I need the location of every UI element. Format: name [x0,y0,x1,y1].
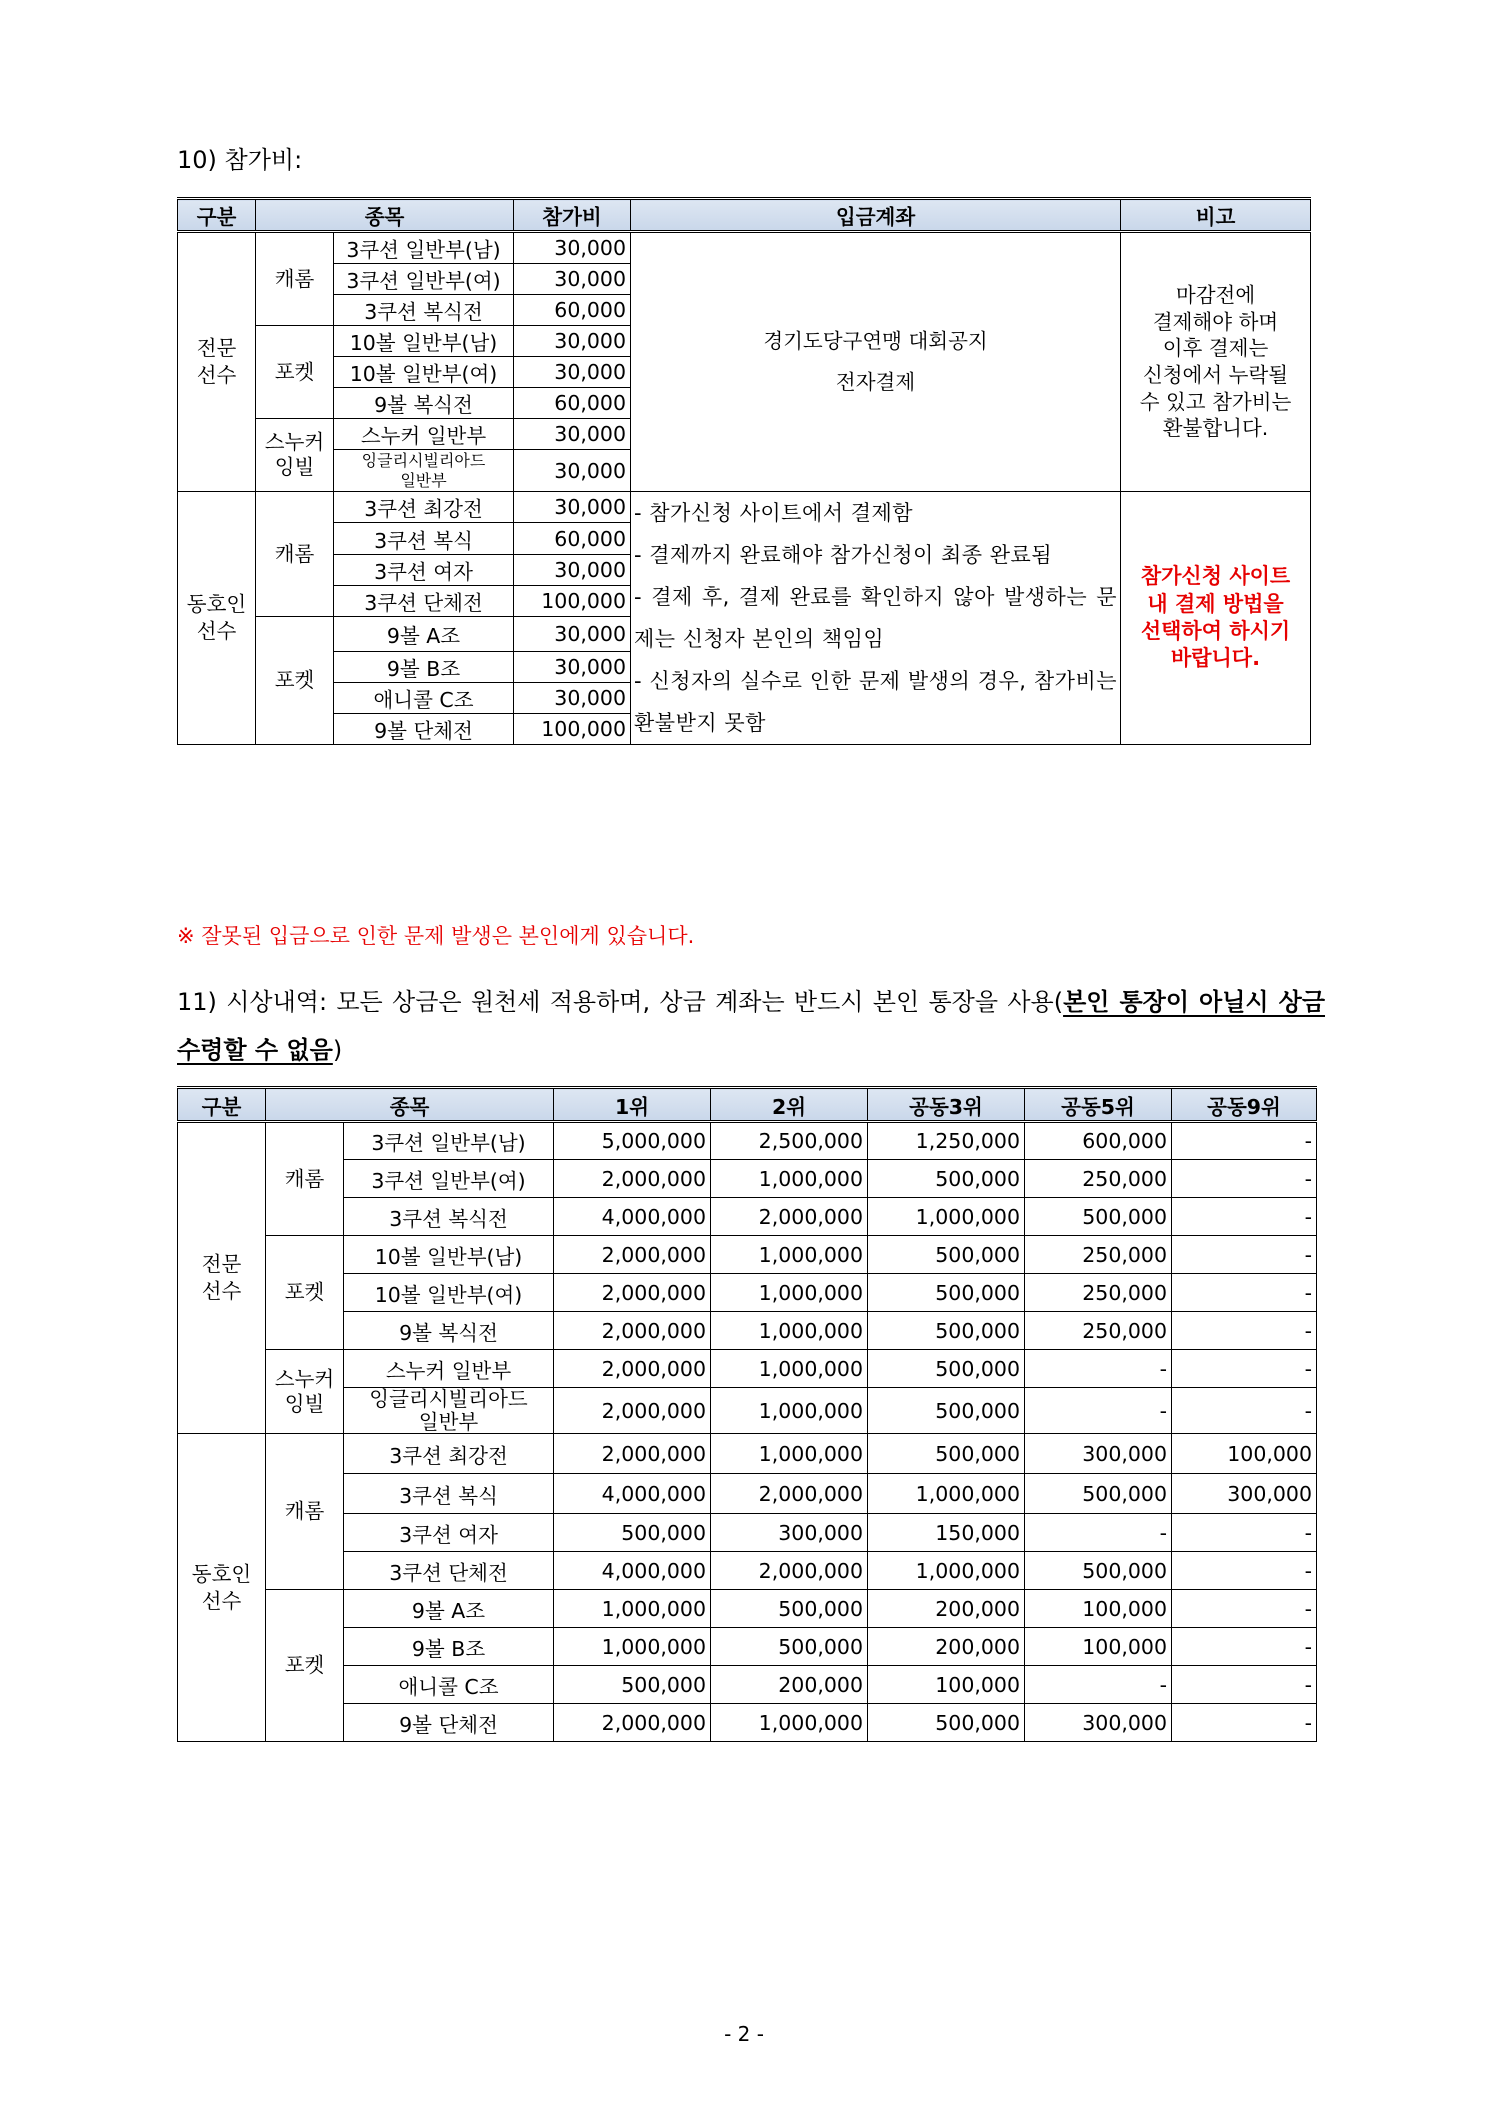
prize-row [178,1122,1317,1160]
prize-p3-cell: 500,000 [868,1704,1025,1742]
prize-row [178,1236,1317,1274]
prize-p5-cell: 250,000 [1025,1236,1172,1274]
event-cell: 10볼 일반부(여) [344,1274,554,1312]
fee-cell: 30,000 [514,492,631,523]
prize-p9-cell: - [1172,1628,1317,1666]
fee-cell: 30,000 [514,555,631,586]
prize-p9-cell: - [1172,1198,1317,1236]
event-cell: 9볼 단체전 [334,714,514,745]
fee-header-event: 종목 [256,199,514,232]
fee-header-note: 비고 [1121,199,1311,232]
prize-p9-cell: - [1172,1160,1317,1198]
prize-p2-cell: 1,000,000 [711,1274,868,1312]
subcategory-cell: 캐롬 [256,232,334,326]
prize-p1-cell: 500,000 [554,1514,711,1552]
event-cell: 9볼 A조 [334,617,514,652]
event-cell: 3쿠션 복식 [334,523,514,555]
prize-p2-cell: 1,000,000 [711,1312,868,1350]
fee-cell: 30,000 [514,232,631,264]
prize-p9-cell: - [1172,1590,1317,1628]
prize-p3-cell: 1,000,000 [868,1198,1025,1236]
prize-p5-cell: 300,000 [1025,1434,1172,1474]
prize-p1-cell: 4,000,000 [554,1474,711,1514]
section-11-title-end: ) [332,1036,343,1064]
prize-p1-cell: 1,000,000 [554,1628,711,1666]
prize-p3-cell: 500,000 [868,1350,1025,1388]
payment-info-cell: - 참가신청 사이트에서 결제함 - 결제까지 완료해야 참가신청이 최종 완료됨 - 결제 후, 결제 완료를 확인하지 않아 발생하는 문제는 신청자 본인의 책임임 - 신청자의 실수로 인한 문제 발생의 경우, 참가비는 환불받지 못함 [631,492,1121,745]
subcategory-cell: 포켓 [266,1590,344,1742]
prize-p3-cell: 500,000 [868,1388,1025,1434]
prize-p2-cell: 1,000,000 [711,1704,868,1742]
prize-p3-cell: 1,000,000 [868,1552,1025,1590]
prize-row [178,1704,1317,1742]
event-cell: 3쿠션 최강전 [344,1434,554,1474]
prize-header-3rd: 공동3위 [868,1088,1025,1122]
fee-cell: 100,000 [514,714,631,745]
event-cell: 3쿠션 여자 [344,1514,554,1552]
event-cell: 3쿠션 여자 [334,555,514,586]
fee-cell: 30,000 [514,264,631,295]
note-cell: 마감전에 결제해야 하며 이후 결제는 신청에서 누락될 수 있고 참가비는 환불합니다. [1121,232,1311,492]
section-11-title-text: 11) 시상내역: 모든 상금은 원천세 적용하며, 상금 계좌는 반드시 본인 통장을 사용( [177,988,1064,1016]
prize-p1-cell: 2,000,000 [554,1350,711,1388]
prize-p3-cell: 500,000 [868,1312,1025,1350]
event-cell: 3쿠션 일반부(여) [334,264,514,295]
prize-p1-cell: 1,000,000 [554,1590,711,1628]
prize-row [178,1474,1317,1514]
prize-p3-cell: 100,000 [868,1666,1025,1704]
subcategory-cell: 포켓 [256,326,334,419]
prize-p2-cell: 200,000 [711,1666,868,1704]
prize-p1-cell: 5,000,000 [554,1122,711,1160]
prize-p3-cell: 500,000 [868,1236,1025,1274]
prize-p1-cell: 2,000,000 [554,1312,711,1350]
event-cell: 3쿠션 단체전 [344,1552,554,1590]
prize-header-category: 구분 [178,1088,266,1122]
prize-p1-cell: 2,000,000 [554,1160,711,1198]
prize-p1-cell: 2,000,000 [554,1434,711,1474]
prize-p9-cell: - [1172,1350,1317,1388]
subcategory-cell: 캐롬 [266,1122,344,1236]
event-cell: 9볼 B조 [334,652,514,683]
prize-p5-cell: 250,000 [1025,1312,1172,1350]
fee-cell: 30,000 [514,617,631,652]
prize-p1-cell: 2,000,000 [554,1388,711,1434]
event-cell: 3쿠션 복식전 [344,1198,554,1236]
prize-p5-cell: 100,000 [1025,1628,1172,1666]
event-cell: 3쿠션 복식전 [334,295,514,326]
event-cell: 10볼 일반부(여) [334,357,514,388]
prize-p5-cell: 250,000 [1025,1160,1172,1198]
prize-row [178,1514,1317,1552]
fee-cell: 60,000 [514,295,631,326]
prize-p9-cell: - [1172,1312,1317,1350]
prize-p3-cell: 500,000 [868,1160,1025,1198]
category-cell: 전문 선수 [178,232,256,492]
subcategory-cell: 포켓 [266,1236,344,1350]
event-cell: 3쿠션 일반부(남) [344,1122,554,1160]
category-cell: 동호인 선수 [178,492,256,745]
prize-row [178,1198,1317,1236]
prize-p2-cell: 1,000,000 [711,1350,868,1388]
fee-cell: 30,000 [514,326,631,357]
prize-p3-cell: 500,000 [868,1274,1025,1312]
fee-row [178,492,1311,523]
prize-p9-cell: - [1172,1122,1317,1160]
prize-row [178,1552,1317,1590]
prize-p5-cell: - [1025,1350,1172,1388]
prize-p2-cell: 300,000 [711,1514,868,1552]
event-cell: 3쿠션 복식 [344,1474,554,1514]
section-10-title: 10) 참가비: [177,146,303,174]
fee-cell: 30,000 [514,683,631,714]
fee-table [177,197,1311,745]
prize-p9-cell: - [1172,1666,1317,1704]
event-cell: 스누커 일반부 [344,1350,554,1388]
prize-row [178,1590,1317,1628]
event-cell: 3쿠션 일반부(남) [334,232,514,264]
event-cell: 10볼 일반부(남) [344,1236,554,1274]
prize-p2-cell: 2,000,000 [711,1552,868,1590]
prize-p2-cell: 500,000 [711,1628,868,1666]
prize-row [178,1274,1317,1312]
prize-p2-cell: 500,000 [711,1590,868,1628]
event-cell: 9볼 단체전 [344,1704,554,1742]
prize-p5-cell: - [1025,1514,1172,1552]
prize-p2-cell: 2,000,000 [711,1198,868,1236]
event-cell: 9볼 A조 [344,1590,554,1628]
subcategory-cell: 스누커 잉빌 [266,1350,344,1434]
prize-p1-cell: 500,000 [554,1666,711,1704]
prize-header-2nd: 2위 [711,1088,868,1122]
prize-p5-cell: - [1025,1388,1172,1434]
prize-header-event: 종목 [266,1088,554,1122]
fee-header-category: 구분 [178,199,256,232]
fee-cell: 30,000 [514,419,631,450]
subcategory-cell: 스누커 잉빌 [256,419,334,492]
prize-p3-cell: 1,250,000 [868,1122,1025,1160]
fee-header-row [178,199,1311,232]
prize-p1-cell: 2,000,000 [554,1236,711,1274]
prize-p5-cell: 500,000 [1025,1552,1172,1590]
section-11-title [177,978,1325,1074]
fee-row [178,232,1311,264]
prize-row [178,1160,1317,1198]
prize-header-5th: 공동5위 [1025,1088,1172,1122]
prize-header-row [178,1088,1317,1122]
prize-p1-cell: 2,000,000 [554,1704,711,1742]
event-cell: 10볼 일반부(남) [334,326,514,357]
prize-p5-cell: 250,000 [1025,1274,1172,1312]
prize-p1-cell: 4,000,000 [554,1198,711,1236]
prize-row [178,1666,1317,1704]
subcategory-cell: 포켓 [256,617,334,745]
prize-p2-cell: 1,000,000 [711,1160,868,1198]
subcategory-cell: 캐롬 [256,492,334,617]
prize-p2-cell: 1,000,000 [711,1434,868,1474]
event-cell: 9볼 B조 [344,1628,554,1666]
event-cell: 3쿠션 일반부(여) [344,1160,554,1198]
fee-header-account: 입금계좌 [631,199,1121,232]
prize-p9-cell: - [1172,1236,1317,1274]
prize-p9-cell: - [1172,1274,1317,1312]
event-cell: 애니콜 C조 [344,1666,554,1704]
category-cell: 전문 선수 [178,1122,266,1434]
event-cell: 스누커 일반부 [334,419,514,450]
prize-p9-cell: - [1172,1514,1317,1552]
prize-p9-cell: - [1172,1552,1317,1590]
subcategory-cell: 캐롬 [266,1434,344,1590]
prize-row [178,1434,1317,1474]
event-cell: 9볼 복식전 [334,388,514,419]
prize-row [178,1350,1317,1388]
fee-header-fee: 참가비 [514,199,631,232]
prize-p9-cell: 100,000 [1172,1434,1317,1474]
event-cell: 3쿠션 최강전 [334,492,514,523]
prize-row [178,1628,1317,1666]
page-number: - 2 - [724,2022,764,2046]
account-cell: 경기도당구연맹 대회공지 전자결제 [631,232,1121,492]
fee-cell: 60,000 [514,388,631,419]
event-cell: 9볼 복식전 [344,1312,554,1350]
fee-cell: 30,000 [514,357,631,388]
fee-cell: 30,000 [514,450,631,492]
prize-row [178,1388,1317,1434]
prize-p3-cell: 500,000 [868,1434,1025,1474]
prize-p1-cell: 2,000,000 [554,1274,711,1312]
prize-p2-cell: 1,000,000 [711,1236,868,1274]
event-cell: 잉글리시빌리아드 일반부 [344,1388,554,1434]
prize-table [177,1086,1317,1742]
prize-p5-cell: - [1025,1666,1172,1704]
prize-p3-cell: 150,000 [868,1514,1025,1552]
fee-cell: 100,000 [514,586,631,617]
event-cell: 애니콜 C조 [334,683,514,714]
prize-p2-cell: 1,000,000 [711,1388,868,1434]
prize-p3-cell: 1,000,000 [868,1474,1025,1514]
category-cell: 동호인 선수 [178,1434,266,1742]
prize-p5-cell: 500,000 [1025,1474,1172,1514]
payment-warning: ※ 잘못된 입금으로 인한 문제 발생은 본인에게 있습니다. [177,924,695,948]
prize-p5-cell: 100,000 [1025,1590,1172,1628]
prize-p3-cell: 200,000 [868,1628,1025,1666]
prize-p2-cell: 2,500,000 [711,1122,868,1160]
event-cell: 3쿠션 단체전 [334,586,514,617]
prize-p1-cell: 4,000,000 [554,1552,711,1590]
prize-p2-cell: 2,000,000 [711,1474,868,1514]
prize-p3-cell: 200,000 [868,1590,1025,1628]
fee-cell: 60,000 [514,523,631,555]
prize-row [178,1312,1317,1350]
prize-p9-cell: - [1172,1704,1317,1742]
prize-header-9th: 공동9위 [1172,1088,1317,1122]
prize-p9-cell: 300,000 [1172,1474,1317,1514]
event-cell: 잉글리시빌리아드 일반부 [334,450,514,492]
payment-notice-cell: 참가신청 사이트 내 결제 방법을 선택하여 하시기 바랍니다. [1121,492,1311,745]
fee-cell: 30,000 [514,652,631,683]
prize-p5-cell: 600,000 [1025,1122,1172,1160]
prize-header-1st: 1위 [554,1088,711,1122]
section-11-title-emphasis: 본인 통장이 아닐시 상금 수령할 수 없음 [177,988,1326,1064]
prize-p5-cell: 300,000 [1025,1704,1172,1742]
prize-p5-cell: 500,000 [1025,1198,1172,1236]
prize-p9-cell: - [1172,1388,1317,1434]
